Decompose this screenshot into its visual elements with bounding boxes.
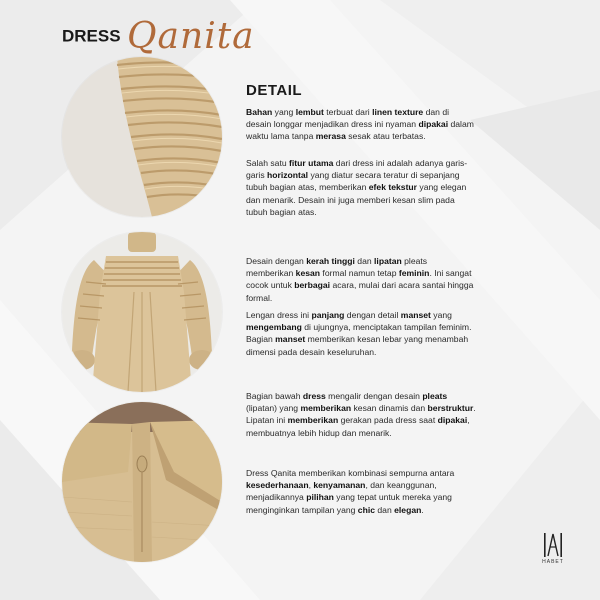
detail-paragraph-pleats: Bagian bawah dress mengalir dengan desain pleats (lipatan) yang memberikan kesan dinamis dan berstruktur. Lipatan ini memberikan gerakan pada dress saat dipakai, membuatnya lebih hidup dan menarik. [246, 391, 476, 438]
detail-paragraph-fabric: Bahan yang lembut terbuat dari linen texture dan di desain longgar menjadikan dress ini nyaman dipakai dalam waktu lama tanpa merasa sesak atau terbatas. [246, 107, 474, 142]
collar-closeup-photo [62, 402, 222, 562]
product-title [62, 16, 255, 57]
detail-paragraph-summary: Dress Qanita memberikan kombinasi sempurna antara kesederhanaan, kenyamanan, dan keanggunan, menjadikannya pilihan yang tepat untuk mereka yang menginginkan tampilan yang chic dan elegan. [246, 468, 455, 515]
detail-heading: DETAIL [246, 82, 303, 99]
dress-front-photo [62, 232, 222, 392]
brand-name: HABET [542, 559, 564, 565]
title-prefix: DRESS [62, 26, 121, 46]
sleeve-closeup-photo [62, 57, 222, 217]
brand-logo [536, 532, 570, 565]
title-name: Qanita [127, 16, 255, 57]
detail-paragraph-stripes: Salah satu fitur utama dari dress ini adalah adanya garis-garis horizontal yang diatur secara teratur di sepanjang tubuh bagian atas, memberikan efek tekstur yang elegan dan menarik. Desain ini juga memberi kesan slim pada tubuh bagian atas. [246, 158, 468, 217]
detail-paragraph-sleeves: Lengan dress ini panjang dengan detail manset yang mengembang di ujungnya, menciptakan tampilan feminim. Bagian manset memberikan kesan lebar yang menambah dimensi pada desain keseluruhan. [246, 310, 472, 357]
brand-mark-icon [541, 532, 565, 558]
detail-paragraph-collar: Desain dengan kerah tinggi dan lipatan pleats memberikan kesan formal namun tetap feminin. Ini sangat cocok untuk berbagai acara, mulai dari acara santai hingga formal. [246, 256, 474, 303]
